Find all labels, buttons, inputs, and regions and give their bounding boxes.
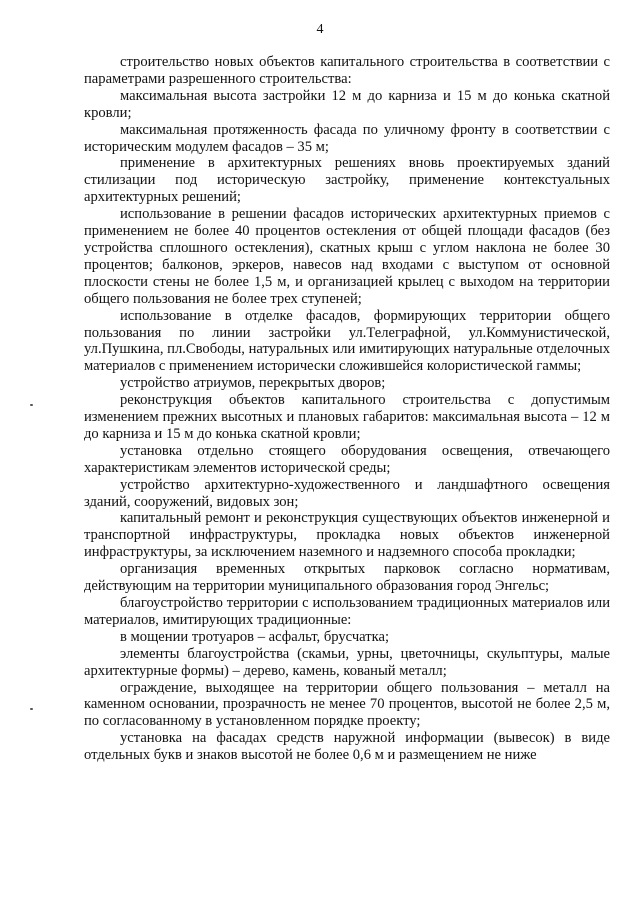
paragraph-signage: установка на фасадах средств наружной информации (вывесок) в виде отдельных букв и знаков высотой не более 0,6 м и размещением не ниже: [84, 730, 610, 764]
paragraph-fencing: ограждение, выходящее на территории общего пользования – металл на каменном основании, прозрачность не менее 70 процентов, высотой не более 2,5 м, по согласованному в установленном порядке проекту;: [84, 679, 610, 730]
paragraph-facade-finishing: использование в отделке фасадов, формирующих территории общего пользования по линии застройки ул.Телеграфной, ул.Коммунистической, ул.Пушкина, пл.Свободы, натуральных или имитирующих натуральные отделочных материалов с применением исторически сложившейся колористической гаммы;: [84, 307, 610, 375]
scan-speck: [30, 708, 33, 710]
paragraph-architectural-lighting: устройство архитектурно-художественного и ландшафтного освещения зданий, сооружений, видовых зон;: [84, 476, 610, 510]
paragraph-facade-techniques: использование в решении фасадов исторических архитектурных приемов с применением не более 40 процентов остекления от общей площади фасадов (без устройства сплошного остекления), скатных крыш с углом наклона не более 30 процентов; балконов, эркеров, навесов над входами с выступом от основной плоскости стены не более 1,5 м, и организацией крылец с выходом на территории общего пользования не более трех ступеней;: [84, 206, 610, 307]
page-number: 4: [316, 22, 324, 37]
paragraph-facade-length: максимальная протяженность фасада по уличному фронту в соответствии с историческим модулем фасадов – 35 м;: [84, 121, 610, 155]
paragraph-construction-params: строительство новых объектов капитального строительства в соответствии с параметрами разрешенного строительства:: [84, 54, 610, 87]
paragraph-parking: организация временных открытых парковок согласно нормативам, действующим на территории муниципального образования город Энгельс;: [84, 561, 610, 595]
document-body: [84, 54, 610, 764]
scan-speck: [30, 404, 33, 406]
paragraph-paving: в мощении тротуаров – асфальт, брусчатка;: [120, 628, 390, 645]
paragraph-infrastructure: капитальный ремонт и реконструкция существующих объектов инженерной и транспортной инфраструктуры, прокладка новых объектов инженерной инфраструктуры, за исключением наземного и надземного способа прокладки;: [84, 510, 610, 561]
paragraph-reconstruction: реконструкция объектов капитального строительства с допустимым изменением прежних высотных и плановых габаритов: максимальная высота – 12 м до карниза и 15 м до конька скатной кровли;: [84, 392, 610, 442]
paragraph-landscaping: благоустройство территории с использованием традиционных материалов или материалов, имитирующих традиционные:: [84, 595, 610, 628]
paragraph-landscape-elements: элементы благоустройства (скамьи, урны, цветочницы, скульптуры, малые архитектурные формы) – дерево, камень, кованый металл;: [84, 645, 610, 679]
paragraph-stylization: применение в архитектурных решениях вновь проектируемых зданий стилизации под историческую застройку, применение контекстуальных архитектурных решений;: [84, 155, 610, 206]
paragraph-max-height: максимальная высота застройки 12 м до карниза и 15 м до конька скатной кровли;: [84, 87, 610, 121]
paragraph-atriums: устройство атриумов, перекрытых дворов;: [120, 375, 386, 392]
paragraph-lighting-equipment: установка отдельно стоящего оборудования освещения, отвечающего характеристикам элементов исторической среды;: [84, 442, 610, 476]
